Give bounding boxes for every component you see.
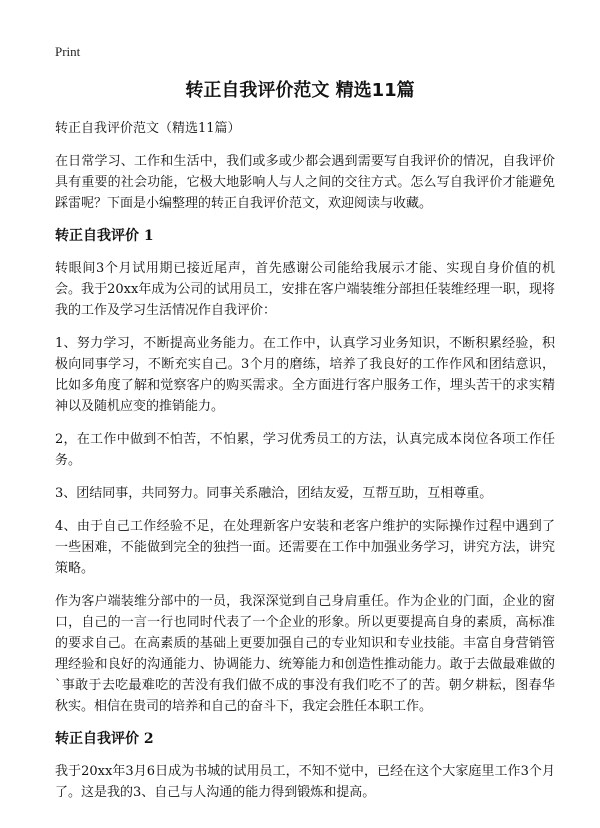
- article-subtitle: 转正自我评价范文（精选11篇）: [55, 121, 241, 136]
- section-paragraph: 3、团结同事，共同努力。同事关系融洽，团结友爱，互帮互助，互相尊重。: [55, 486, 493, 501]
- section-paragraph: 1、努力学习，不断提高业务能力。在工作中，认真学习业务知识，不断积累经验，积极向同事学习，不断充实自己。3个月的磨练，培养了我良好的工作作风和团结意识，比如多角度了解和觉察客户的购买需求。全方面进行客户服务工作，埋头苦干的求实精神以及随机应变的推销能力。: [55, 336, 555, 414]
- article-body: [55, 118, 555, 815]
- section-heading: 转正自我评价 2: [55, 731, 154, 747]
- section-heading: 转正自我评价 1: [55, 228, 154, 244]
- page-title: 转正自我评价范文 精选11篇: [185, 80, 415, 101]
- section-paragraph: 我于20xx年3月6日成为书城的试用员工，不知不觉中，已经在这个大家庭里工作3个月了。这是我的3、自己与人沟通的能力得到锻炼和提高。: [55, 764, 555, 800]
- intro-paragraph: 在日常学习、工作和生活中，我们或多或少都会遇到需要写自我评价的情况，自我评价具有重要的社会功能，它极大地影响人与人之间的交往方式。怎么写自我评价才能避免踩雷呢？下面是小编整理的转正自我评价范文，欢迎阅读与收藏。: [55, 154, 555, 211]
- section-paragraph: 作为客户端装维分部中的一员，我深深觉到自己身肩重任。作为企业的门面，企业的窗口，自己的一言一行也同时代表了一个企业的形象。所以更要提高自身的素质，高标准的要求自己。在高素质的基础上更要加强自己的专业知识和专业技能。丰富自身营销管理经验和良好的沟通能力、协调能力、统筹能力和创造性推动能力。敢于去做最难做的`事敢于去吃最难吃的苦没有我们做不成的事没有我们吃不了的苦。朝夕耕耘，图春华秋实。相信在贵司的培养和自己的奋斗下，我定会胜任本职工作。: [55, 594, 555, 714]
- section-paragraph: 2，在工作中做到不怕苦，不怕累，学习优秀员工的方法，认真完成本岗位各项工作任务。: [55, 432, 555, 468]
- section-paragraph: 4、由于自己工作经验不足，在处理新客户安装和老客户维护的实际操作过程中遇到了一些困难，不能做到完全的独挡一面。还需要在工作中加强业务学习，讲究方法，讲究策略。: [55, 519, 555, 576]
- print-link[interactable]: Print: [55, 44, 81, 59]
- section-paragraph: 转眼间3个月试用期已接近尾声，首先感谢公司能给我展示才能、实现自身价值的机会。我于20xx年成为公司的试用员工，安排在客户端装维分部担任装维经理一职，现将我的工作及学习生活情况作自我评价：: [55, 261, 555, 318]
